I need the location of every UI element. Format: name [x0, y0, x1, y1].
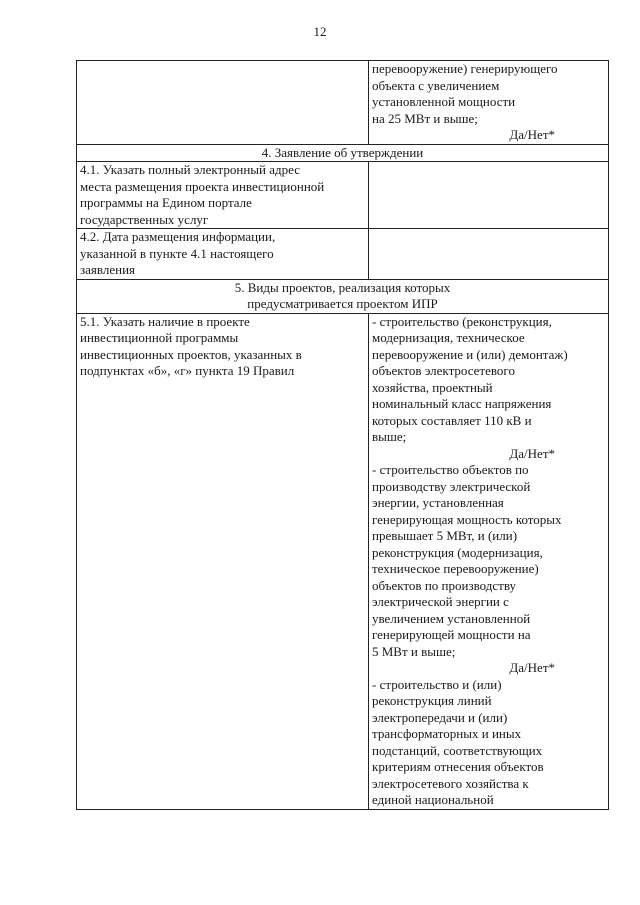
option-line: превышает 5 МВт, и (или): [372, 528, 518, 543]
option-line: производству электрической: [372, 478, 531, 494]
option-line: энергии, установленная: [372, 495, 504, 510]
option-line: генерирующей мощности на: [372, 627, 531, 642]
table-row-5-1: [77, 313, 609, 809]
text-line: подпунктах «б», «г» пункта 19 Правил: [80, 363, 295, 378]
page-number: 12: [313, 24, 327, 39]
text-line: заявления: [80, 262, 136, 277]
yes-no-answer: Да/Нет*: [509, 445, 555, 461]
option-line: объектов электросетевого: [372, 363, 515, 378]
table-row-4-2: [77, 229, 609, 280]
text-line: 5.1. Указать наличие в проекте: [80, 313, 250, 329]
table-row-section-5: [77, 279, 609, 313]
option-line: - строительство (реконструкция,: [372, 313, 552, 329]
option-line: перевооружение и (или) демонтаж): [372, 346, 568, 362]
application-form-table: [76, 60, 609, 810]
option-line: модернизация, техническое: [372, 330, 525, 345]
text-line: инвестиционной программы: [80, 330, 239, 345]
cell-5-1-question: [77, 313, 369, 809]
option-line: номинальный класс напряжения: [372, 396, 552, 411]
option-line: единой национальной: [372, 792, 494, 807]
section-title-line: 5. Виды проектов, реализация которых: [234, 279, 451, 295]
option-line: трансформаторных и иных: [372, 726, 522, 741]
option-line: электросетевого хозяйства к: [372, 775, 529, 791]
cell-continuation-right: [369, 61, 609, 145]
option-line: критериям отнесения объектов: [372, 759, 544, 774]
cell-5-1-options: [369, 313, 609, 809]
text-line: установленной мощности: [372, 94, 516, 109]
option-line: объектов по производству: [372, 577, 517, 593]
cell-4-1-question: [77, 162, 369, 229]
cell-continuation-left: [77, 61, 369, 145]
table-row-4-1: [77, 162, 609, 229]
text-line: государственных услуг: [80, 211, 209, 227]
section-5-heading: [77, 279, 609, 313]
text-line: объекта с увеличением: [372, 77, 500, 93]
cell-4-2-question: [77, 229, 369, 280]
option-line: - строительство и (или): [372, 676, 502, 692]
option-line: реконструкция (модернизация,: [372, 544, 543, 560]
section-title-line: предусматривается проектом ИПР: [247, 296, 438, 311]
text-line: указанной в пункте 4.1 настоящего: [80, 245, 274, 261]
text-line: 4.2. Дата размещения информации,: [80, 229, 276, 244]
option-line: реконструкция линий: [372, 693, 492, 708]
yes-no-answer: Да/Нет*: [509, 127, 555, 142]
table-row-continuation: [77, 61, 609, 145]
section-title: 4. Заявление об утверждении: [261, 144, 424, 160]
text-line: на 25 МВт и выше;: [372, 110, 478, 126]
option-line: хозяйства, проектный: [372, 379, 493, 395]
option-line: подстанций, соответствующих: [372, 742, 543, 758]
option-line: электропередачи и (или): [372, 709, 508, 725]
option-line: которых составляет 110 кВ и: [372, 412, 532, 428]
cell-4-1-answer: [369, 162, 609, 229]
section-4-heading: [77, 144, 609, 162]
option-line: 5 МВт и выше;: [372, 643, 456, 659]
option-line: техническое перевооружение): [372, 561, 539, 576]
text-line: места размещения проекта инвестиционной: [80, 178, 325, 194]
text-line: перевооружение) генерирующего: [372, 61, 558, 76]
option-line: генерирующая мощность которых: [372, 511, 562, 527]
option-line: - строительство объектов по: [372, 462, 529, 477]
option-line: увеличением установленной: [372, 610, 531, 626]
text-line: программы на Едином портале: [80, 195, 252, 210]
yes-no-answer: Да/Нет*: [509, 660, 555, 675]
option-line: выше;: [372, 429, 407, 444]
text-line: инвестиционных проектов, указанных в: [80, 346, 302, 362]
option-line: электрической энергии с: [372, 594, 509, 609]
table-row-section-4: [77, 144, 609, 162]
cell-4-2-answer: [369, 229, 609, 280]
text-line: 4.1. Указать полный электронный адрес: [80, 162, 300, 177]
